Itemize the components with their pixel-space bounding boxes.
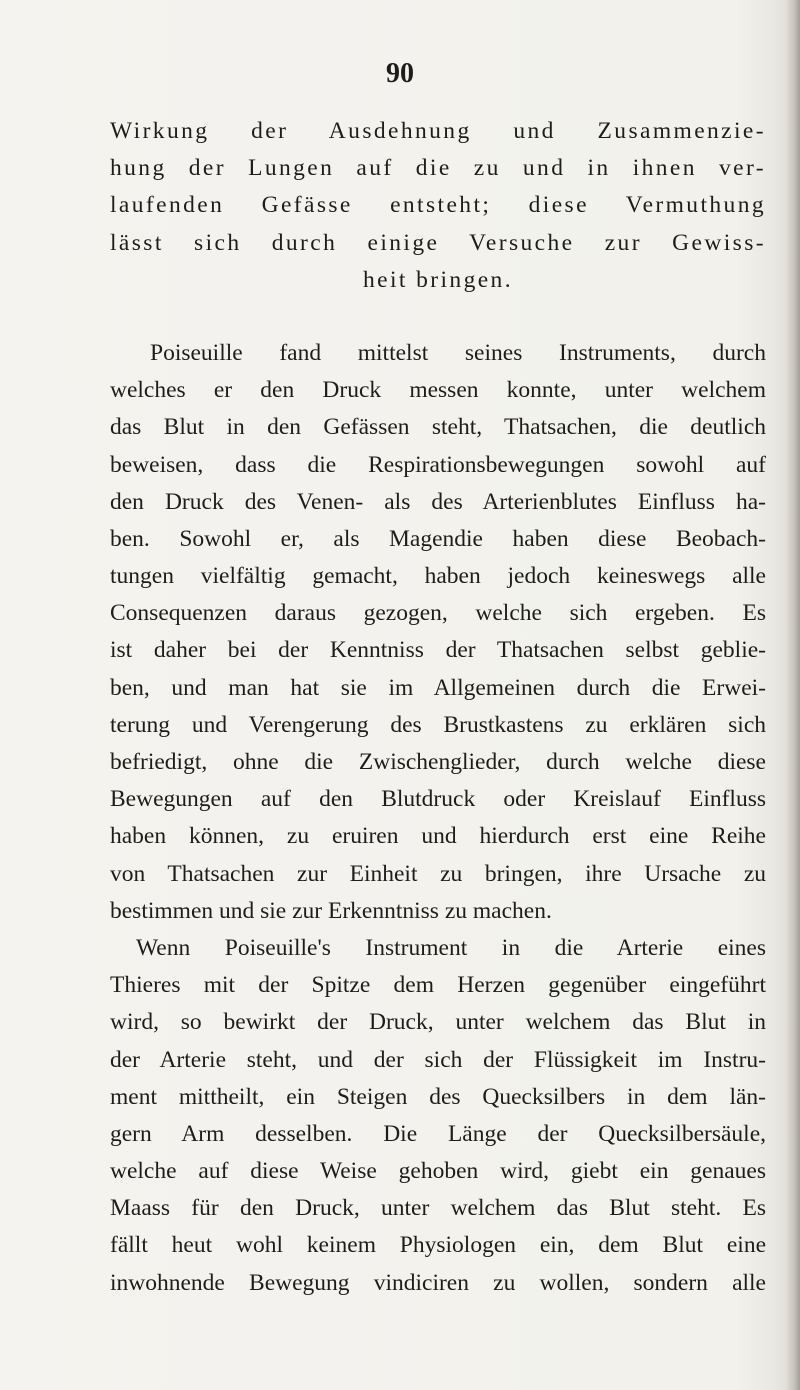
text-line: tungen vielfältig gemacht, haben jedoch keineswegs alle bbox=[110, 563, 766, 590]
text-line: terung und Verengerung des Brustkastens zu erklären sich bbox=[110, 711, 766, 738]
text-line: ist daher bei der Kenntniss der Thatsachen selbst geblie- bbox=[110, 637, 766, 664]
text-line: haben können, zu eruiren und hierdurch erst eine Reihe bbox=[110, 823, 766, 850]
text-line: lässt sich durch einige Versuche zur Gewiss- bbox=[110, 229, 766, 256]
text-line: Wenn Poiseuille's Instrument in die Arterie eines bbox=[136, 934, 766, 961]
text-line: befriedigt, ohne die Zwischenglieder, durch welche diese bbox=[110, 749, 766, 775]
text-line: ben, und man hat sie im Allgemeinen durch die Erwei- bbox=[110, 674, 766, 701]
page-body bbox=[110, 113, 766, 1302]
text-line: Consequenzen daraus gezogen, welche sich ergeben. Es bbox=[110, 600, 766, 627]
text-line: bestimmen und sie zur Erkenntniss zu machen. bbox=[110, 897, 552, 924]
paragraph-2 bbox=[110, 930, 766, 1302]
text-line: wird, so bewirkt der Druck, unter welchem das Blut in bbox=[110, 1009, 766, 1036]
text-line: welches er den Druck messen konnte, unter welchem bbox=[110, 377, 766, 404]
text-line: heit bringen. bbox=[363, 266, 513, 293]
text-line: von Thatsachen zur Einheit zu bringen, ihre Ursache zu bbox=[110, 860, 766, 887]
text-line: beweisen, dass die Respirationsbewegungen sowohl auf bbox=[110, 451, 766, 478]
text-line: Wirkung der Ausdehnung und Zusammenzie- bbox=[110, 118, 766, 144]
paragraph-gap bbox=[110, 299, 766, 335]
text-line: das Blut in den Gefässen steht, Thatsachen, die deutlich bbox=[110, 414, 766, 441]
text-line: den Druck des Venen- als des Arterienblutes Einfluss ha- bbox=[110, 488, 766, 515]
text-line: Poiseuille fand mittelst seines Instruments, durch bbox=[150, 339, 766, 366]
heading-paragraph bbox=[110, 113, 766, 299]
text-line: Maass für den Druck, unter welchem das Blut steht. Es bbox=[110, 1195, 766, 1222]
text-line: inwohnende Bewegung vindiciren zu wollen, sondern alle bbox=[110, 1269, 766, 1296]
text-line: fällt heut wohl keinem Physiologen ein, dem Blut eine bbox=[110, 1232, 766, 1259]
text-line: Bewegungen auf den Blutdruck oder Kreislauf Einfluss bbox=[110, 786, 766, 813]
text-line: ment mittheilt, ein Steigen des Quecksilbers in dem län- bbox=[110, 1083, 766, 1110]
text-line: hung der Lungen auf die zu und in ihnen ver- bbox=[110, 155, 766, 182]
text-line: der Arterie steht, und der sich der Flüssigkeit im Instru- bbox=[110, 1046, 766, 1073]
text-line: welche auf diese Weise gehoben wird, giebt ein genaues bbox=[110, 1158, 766, 1185]
text-line: Thieres mit der Spitze dem Herzen gegenüber eingeführt bbox=[110, 972, 766, 999]
page-edge-shadow bbox=[786, 0, 800, 1390]
text-line: laufenden Gefässe entsteht; diese Vermuthung bbox=[110, 192, 766, 219]
text-line: ben. Sowohl er, als Magendie haben diese Beobach- bbox=[110, 525, 766, 552]
text-line: gern Arm desselben. Die Länge der Quecksilbersäule, bbox=[110, 1120, 766, 1147]
paragraph-1 bbox=[110, 335, 766, 930]
page-number: 90 bbox=[386, 58, 414, 89]
